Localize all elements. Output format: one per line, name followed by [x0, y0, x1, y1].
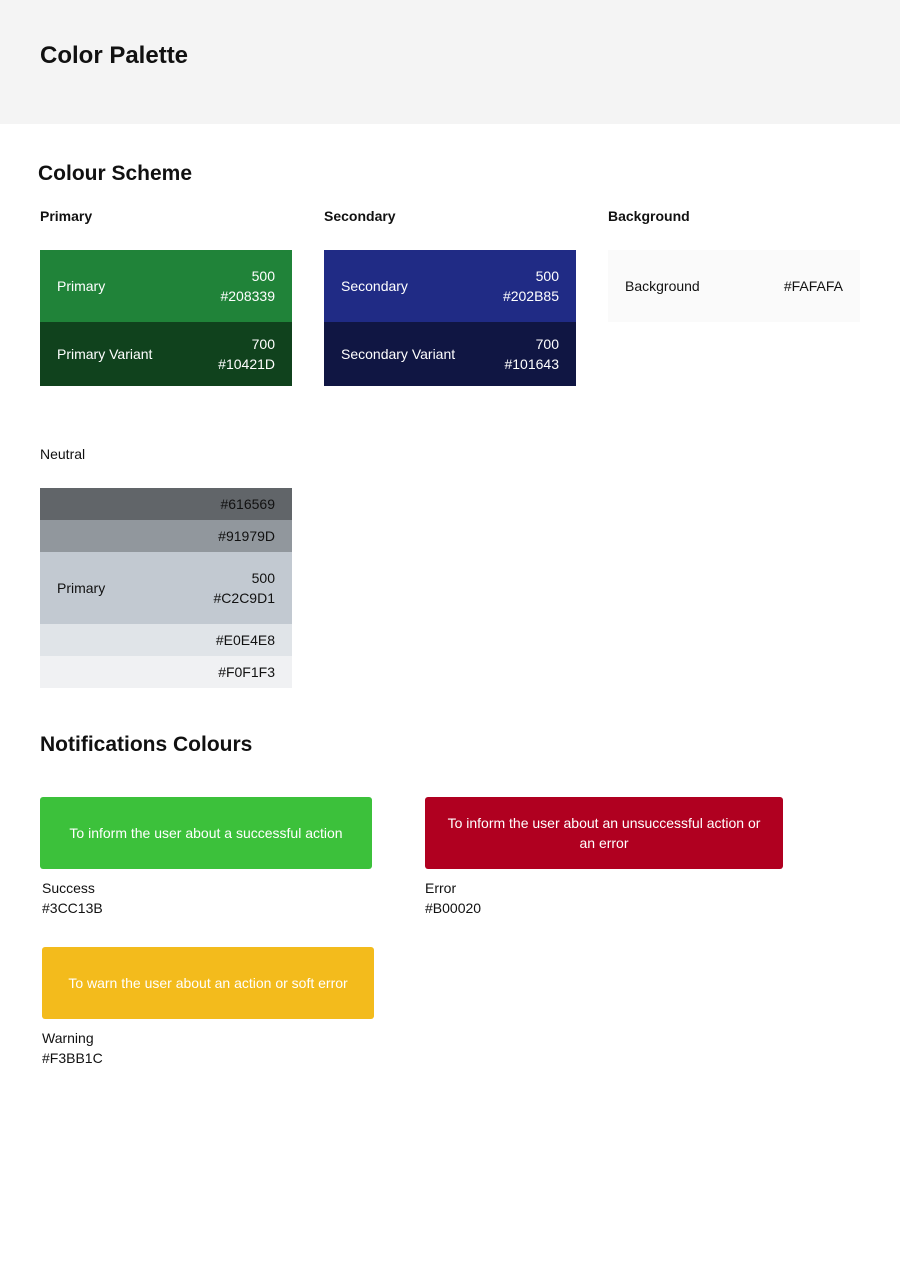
swatch-name: Background — [625, 278, 700, 294]
swatch-hex: #FAFAFA — [783, 278, 843, 294]
swatch-name: Primary Variant — [57, 346, 153, 362]
primary-variant-swatch — [40, 322, 292, 386]
background-swatch — [608, 250, 860, 322]
secondary-label: Secondary — [324, 208, 396, 224]
swatch-shade: 700 — [535, 336, 559, 352]
warning-notification — [42, 947, 374, 1019]
swatch-hex: #202B85 — [502, 288, 559, 304]
success-notification — [40, 797, 372, 869]
background-label: Background — [608, 208, 690, 224]
secondary-variant-swatch — [324, 322, 576, 386]
swatch-shade: 500 — [251, 268, 275, 284]
swatch-name: Primary — [57, 580, 106, 596]
secondary-swatch — [324, 250, 576, 322]
notification-name: Success — [42, 880, 95, 896]
neutral-swatch-c2c9d1 — [40, 552, 292, 624]
notification-name: Warning — [42, 1030, 94, 1046]
swatch-name: Secondary — [341, 278, 408, 294]
error-notification — [425, 797, 783, 869]
swatch-name: Primary — [57, 278, 106, 294]
error-caption — [425, 878, 481, 918]
neutral-swatch-e0e4e8 — [40, 624, 292, 656]
page-header — [0, 0, 900, 124]
neutral-swatch-616569 — [40, 488, 292, 520]
swatch-name: Secondary Variant — [341, 346, 456, 362]
notification-name: Error — [425, 880, 457, 896]
primary-label: Primary — [40, 208, 93, 224]
notification-message: To warn the user about an action or soft error — [68, 975, 348, 991]
notification-hex: #3CC13B — [42, 900, 103, 916]
notification-hex: #B00020 — [425, 900, 482, 916]
notification-hex: #F3BB1C — [42, 1050, 103, 1066]
neutral-label: Neutral — [40, 446, 86, 462]
warning-caption — [42, 1028, 103, 1068]
success-caption — [42, 878, 103, 918]
colour-scheme-heading: Colour Scheme — [38, 162, 193, 185]
swatch-hex: #F0F1F3 — [218, 664, 275, 680]
swatch-hex: #E0E4E8 — [215, 632, 275, 648]
neutral-swatch-91979d — [40, 520, 292, 552]
swatch-hex: #101643 — [504, 356, 559, 372]
swatch-shade: 700 — [251, 336, 275, 352]
swatch-shade: 500 — [251, 570, 275, 586]
swatch-hex: #91979D — [218, 528, 275, 544]
swatch-shade: 500 — [535, 268, 559, 284]
notification-message: To inform the user about a successful action — [69, 825, 343, 841]
neutral-swatch-f0f1f3 — [40, 656, 292, 688]
swatch-hex: #616569 — [220, 496, 275, 512]
swatch-hex: #C2C9D1 — [213, 590, 275, 606]
swatch-hex: #208339 — [220, 288, 275, 304]
page-title: Color Palette — [40, 42, 189, 69]
primary-swatch — [40, 250, 292, 322]
notifications-heading: Notifications Colours — [40, 733, 253, 756]
swatch-hex: #10421D — [218, 356, 275, 372]
notification-message: To inform the user about an unsuccessful action or an error — [447, 815, 761, 851]
